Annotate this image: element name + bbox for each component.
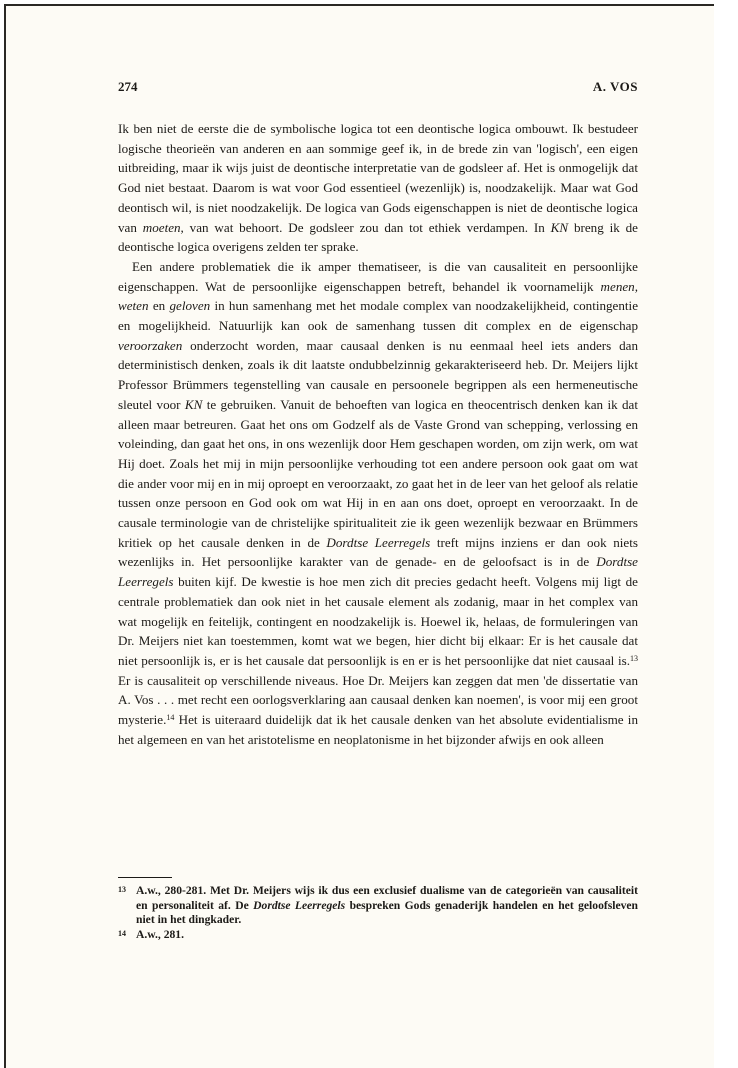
text-run: treft mijns inziens er dan ook niets wezenlijks in. Het persoonlijke karakter van de genade- en de geloofsact is in de xyxy=(118,534,638,570)
italic-run: geloven xyxy=(169,298,211,314)
footnote-text xyxy=(136,884,638,926)
italic-run: Dordtse Leerregels xyxy=(118,554,638,590)
italic-run: KN xyxy=(550,219,569,235)
text-run: buiten kijf. De kwestie is hoe men zich dit precies gedacht heeft. Volgens mij ligt de centrale problematiek dan ook niet in het causale element als zodanig, maar in het complex van wat mogelijk en feitelijk, contingent en noodzakelijk is. Hoewel ik, helaas, de formuleringen van Dr. Meijers niet kan toestemmen, komt wat we begen, hier dicht bij elkaar: Er is het causale dat niet persoonlijk is, er is het causale dat persoonlijk is en er is het persoonlijke dat niet causaal is. xyxy=(118,574,638,668)
text-run: in hun samenhang met het modale complex van noodzakelijkheid, contingentie en mogelijkheid. Natuurlijk kan ook de samenhang tussen dit complex en de eigenschap xyxy=(118,298,639,334)
page-header xyxy=(118,79,638,97)
paragraph xyxy=(118,257,638,750)
paragraph xyxy=(118,119,638,257)
text-run: A.w., 281. xyxy=(136,927,184,941)
footnote xyxy=(118,884,638,928)
footnote-reference: 13 xyxy=(630,653,638,663)
text-run: te gebruiken. Vanuit de behoeften van logica en theocentrisch denken kan ik dat alleen maar betreuren. Gaat het ons om Godzelf als de Vaste Grond van schepping, verlossing en voleinding, dan gaat het ons, in ons wezenlijk door Hem geschapen worden, om zijn werk, om wat Hij doet. Zoals het mij in mijn persoonlijke verhouding tot een andere persoon ook gaat om wat die ander voor mij en in mij oproept en veroorzaakt, zo gaat het in de leer van het geloof als relatie tussen onze persoon en God ook om wat Hij in en aan ons doet, oproept en veroorzaakt. In de causale terminologie van de christelijke spiritualiteit zie ik geen wezenlijk bezwaar en Brümmers kritiek op het causale denken in de xyxy=(118,396,638,550)
footnotes xyxy=(118,884,638,942)
text-run: Er is causaliteit op verschillende niveaus. Hoe Dr. Meijers kan zeggen dat men 'de dissertatie van A. Vos . . . met recht een oorlogsverklaring aan causaal denken kan noemen', is voor mij een groot mysterie. xyxy=(118,672,638,728)
text-run: bespreken Gods genaderijk handelen en het geloofsleven niet in het dingkader. xyxy=(136,898,638,927)
text-run: van wat behoort. De godsleer zou dan tot ethiek verdampen. In xyxy=(183,219,551,235)
text-run: onderzocht worden, maar causaal denken is nu eenmaal heel iets anders dan deterministisch denken, zoals ik dit laatste ondubbelzinnig gekarakteriseerd heb. Dr. Meijers lijkt Professor Brümmers tegenstelling van causale en persoonele begrippen als een hermeneutische sleutel voor xyxy=(118,337,638,412)
text-run: breng ik de deontische logica overigens zelden ter sprake. xyxy=(118,219,638,255)
text-run: Het is uiteraard duidelijk dat ik het causale denken van het absolute evidentialisme in het algemeen en van het aristotelisme en neoplatonisme in het bijzonder afwijs en ook alleen xyxy=(118,712,638,747)
page-number: 274 xyxy=(118,79,138,94)
footnote-text xyxy=(136,928,184,941)
text-run: en xyxy=(148,298,170,314)
footnote-divider xyxy=(118,877,172,878)
italic-run: moeten, xyxy=(142,219,184,235)
footnote-mark: 14 xyxy=(118,928,126,938)
italic-run: Dordtse Leerregels xyxy=(253,898,346,912)
text-run: A.w., 280-281. Met Dr. Meijers wijs ik dus een exclusief dualisme van de categorieën van causaliteit en personaliteit af. De xyxy=(136,884,638,912)
text-run: Een andere problematiek die ik amper thematiseer, is die van causaliteit en persoonlijke eigenschappen. Wat de persoonlijke eigenschappen betreft, behandel ik voornamelijk xyxy=(118,258,638,294)
footnote-reference: 14 xyxy=(166,713,175,723)
body-text xyxy=(118,119,638,750)
italic-run: menen, weten xyxy=(118,278,638,314)
running-head-author: A. VOS xyxy=(592,79,638,94)
footnote-mark: 13 xyxy=(118,885,126,894)
italic-run: veroorzaken xyxy=(118,337,183,353)
italic-run: KN xyxy=(184,396,203,412)
footnote xyxy=(118,928,638,943)
text-run: Ik ben niet de eerste die de symbolische logica tot een deontische logica ombouwt. Ik bestudeer logische theorieën van anderen en aan sommige geef ik, in de brede zin van 'logisch', een eigen uitbreiding, maar ik wijs juist de deontische interpretatie van de godsleer af. Het is onmogelijk dat God niet bestaat. Daarom is wat voor God essentieel (wezenlijk) is, noodzakelijk. Maar wat God deontisch wil, is niet noodzakelijk. De logica van Gods eigenschappen is niet de deontische logica van xyxy=(118,121,638,235)
italic-run: Dordtse Leerregels xyxy=(326,534,431,550)
